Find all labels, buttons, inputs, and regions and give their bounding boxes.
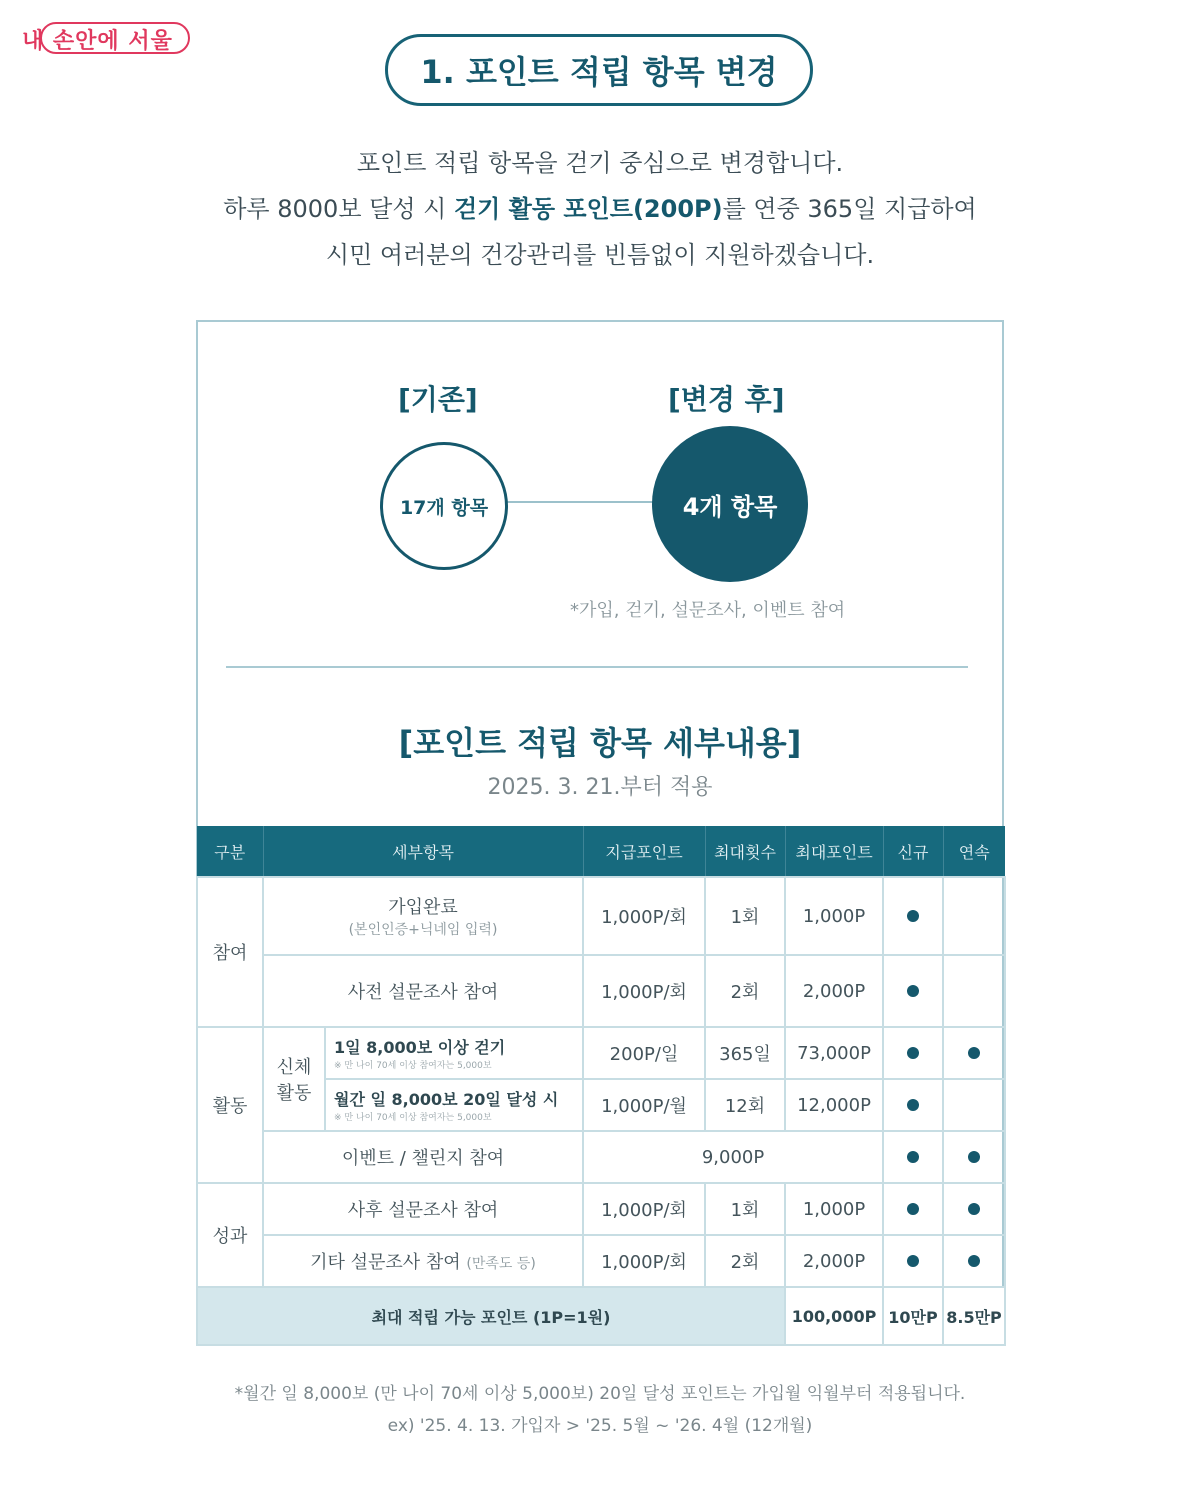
new-mark: [883, 1131, 943, 1183]
total-row: [197, 1287, 1005, 1345]
continuous-mark: [943, 1027, 1005, 1079]
details-title: [포인트 적립 항목 세부내용]: [398, 724, 802, 762]
new-mark: [883, 1079, 943, 1131]
section-divider: [226, 666, 968, 668]
intro-line-3: 시민 여러분의 건강관리를 빈틈없이 지원하겠습니다.: [325, 241, 875, 269]
continuous-mark: [943, 1183, 1005, 1235]
item-cell: 기타 설문조사 참여 (만족도 등): [263, 1235, 583, 1287]
total-max-points: 100,000P: [785, 1287, 883, 1345]
total-label: 최대 적립 가능 포인트 (1P=1원): [197, 1287, 785, 1345]
header-continuous: 연속: [943, 826, 1005, 877]
continuous-mark: [943, 955, 1005, 1027]
details-subtitle: 2025. 3. 21.부터 적용: [487, 775, 713, 800]
table-row: 활동 신체 활동 1일 8,000보 이상 걷기 ※ 만 나이 70세 이상 참여자는 5,000보 200P/일 365일 73,000P: [197, 1027, 1005, 1079]
total-continuous: 8.5만P: [943, 1287, 1005, 1345]
before-circle: 17개 항목: [380, 442, 508, 570]
group-result: 성과: [197, 1183, 263, 1287]
item-cell: 가입완료 (본인인증+닉네임 입력): [263, 877, 583, 955]
new-mark: [883, 1183, 943, 1235]
continuous-mark: [943, 1131, 1005, 1183]
table-row: 사전 설문조사 참여 1,000P/회 2회 2,000P: [197, 955, 1005, 1027]
table-header-row: [197, 826, 1005, 877]
continuous-mark: [943, 1235, 1005, 1287]
continuous-mark: [943, 877, 1005, 955]
section-title: 1. 포인트 적립 항목 변경: [385, 34, 813, 106]
intro-line-1: 포인트 적립 항목을 걷기 중심으로 변경합니다.: [356, 149, 844, 177]
intro-text: [0, 140, 1200, 278]
table-row: 기타 설문조사 참여 (만족도 등) 1,000P/회 2회 2,000P: [197, 1235, 1005, 1287]
intro-highlight: 걷기 활동 포인트(200P): [453, 195, 723, 223]
points-table: [196, 826, 1006, 1346]
total-new: 10만P: [883, 1287, 943, 1345]
table-row: 월간 일 8,000보 20일 달성 시 ※ 만 나이 70세 이상 참여자는 5,000보 1,000P/월 12회 12,000P: [197, 1079, 1005, 1131]
header-points: 지급포인트: [583, 826, 705, 877]
table-row: 성과 사후 설문조사 참여 1,000P/회 1회 1,000P: [197, 1183, 1005, 1235]
header-max-count: 최대횟수: [705, 826, 785, 877]
footnote-line-1: *월간 일 8,000보 (만 나이 70세 이상 5,000보) 20일 달성 포인트는 가입월 익월부터 적용됩니다.: [234, 1384, 966, 1404]
after-circle: 4개 항목: [652, 426, 808, 582]
group-join: 참여: [197, 877, 263, 1027]
group-activity: 활동: [197, 1027, 263, 1183]
comparison-note: *가입, 걷기, 설문조사, 이벤트 참여: [570, 600, 846, 621]
footnote-line-2: ex) '25. 4. 13. 가입자 > '25. 5월 ~ '26. 4월 (12개월): [387, 1416, 813, 1436]
header-max-points: 최대포인트: [785, 826, 883, 877]
footnote: [0, 1378, 1200, 1442]
item-cell: 월간 일 8,000보 20일 달성 시 ※ 만 나이 70세 이상 참여자는 5,000보: [325, 1079, 583, 1131]
intro-line-2: 하루 8000보 달성 시 걷기 활동 포인트(200P)를 연중 365일 지급하여: [223, 195, 977, 223]
after-label: [변경 후]: [668, 383, 785, 416]
header-category: 구분: [197, 826, 263, 877]
header-new: 신규: [883, 826, 943, 877]
group-physical: 신체 활동: [263, 1027, 325, 1131]
new-mark: [883, 1235, 943, 1287]
brand-logo: [18, 22, 183, 56]
table-row: 이벤트 / 챌린지 참여 9,000P: [197, 1131, 1005, 1183]
header-item: 세부항목: [263, 826, 583, 877]
new-mark: [883, 877, 943, 955]
table-row: 참여 가입완료 (본인인증+닉네임 입력) 1,000P/회 1회 1,000P: [197, 877, 1005, 955]
new-mark: [883, 1027, 943, 1079]
before-label: [기존]: [398, 383, 478, 416]
new-mark: [883, 955, 943, 1027]
item-cell: 1일 8,000보 이상 걷기 ※ 만 나이 70세 이상 참여자는 5,000보: [325, 1027, 583, 1079]
brand-logo-text: 내 손안에 서울: [22, 28, 173, 54]
comparison-connector: [500, 501, 658, 503]
continuous-mark: [943, 1079, 1005, 1131]
